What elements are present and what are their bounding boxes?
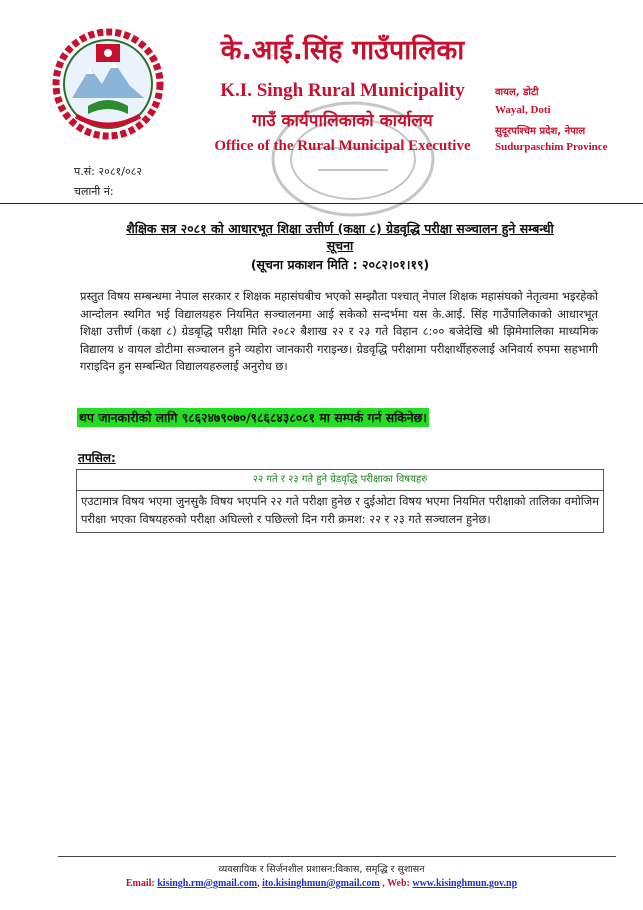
address-line-en: Wayal, Doti (495, 104, 551, 116)
dispatch-number: चलानी नं: (74, 185, 114, 198)
nepal-emblem-icon (50, 28, 166, 140)
email-link-1[interactable]: kisingh.rm@gmail.com (157, 878, 258, 889)
office-title-en: Office of the Rural Municipal Executive (214, 138, 471, 154)
email-link-2[interactable]: ito.kisinghmun@gmail.com (262, 878, 380, 889)
letter-number: प.सं: २०८१/०८२ (74, 165, 143, 178)
address-line-np: वायल, डोटी (495, 87, 539, 98)
footer-divider (58, 856, 616, 857)
municipality-title-np: के.आई.सिंह गाउँपालिका (220, 35, 465, 66)
province-line-np: सुदूरपश्चिम प्रदेश, नेपाल (495, 126, 586, 137)
footer-slogan: व्यवसायिक र सिर्जनशील प्रशासन:विकास, समृद्धि र सुशासन (218, 864, 425, 875)
footer-contact (0, 878, 643, 889)
web-link[interactable]: www.kisinghmun.gov.np (412, 878, 518, 889)
details-heading: तपसिल: (78, 451, 116, 465)
web-label: , Web: (382, 878, 410, 889)
municipality-title-en: K.I. Singh Rural Municipality (220, 80, 465, 101)
notice-date: (सूचना प्रकाशन मिति : २०८२।०१।१९) (250, 257, 430, 272)
notice-body: प्रस्तुत विषय सम्बन्धमा नेपाल सरकार र शिक्षक महासंघबीच भएको सम्झौता पश्चात् नेपाल शिक्षक महासंघको नेतृत्वमा भइरहेको आन्दोलन स्थगित भई विद्यालयहरु नियमित सञ्चालनमा आई सकेको सन्दर्भमा यस के.आई. सिंह गाउँपालिकाको आधारभूत शिक्षा उत्तीर्ण (कक्षा ८) ग्रेडबृद्धि परीक्षा मिति २०८२ बैशाख २२ र २३ गते विहान ८:०० बजेदेखि श्री झिमेमालिका माध्यमिक विद्यालय ४ वायल डोटीमा सञ्चालन हुने व्यहोरा जानकारी गराइन्छ। ग्रेडवृद्धि परीक्षामा परीक्षार्थीहरुलाई अनिवार्य रुपमा सहभागी गराइदिन हुन सम्बन्धित विद्यालयहरुलाई अनुरोध छ। (80, 289, 598, 373)
office-title-np: गाउँ कार्यपालिकाको कार्यालय (252, 111, 433, 131)
email-separator: , (257, 878, 260, 889)
details-table-header: २२ गते र २३ गते हुने ग्रेडवृद्धि परीक्षाका विषयहरु (77, 470, 603, 491)
province-line-en: Sudurpaschim Province (495, 141, 608, 153)
notice-title (80, 220, 600, 254)
email-label: Email: (125, 878, 155, 889)
details-table (76, 469, 604, 533)
details-table-body: एउटामात्र विषय भएमा जुनसुकै विषय भएपनि २२ गते परीक्षा हुनेछ र दुईओटा विषय भएमा नियमित परीक्षाको तालिका वमोजिम परीक्षा भएका विषयहरुको परीक्षा अघिल्लो र पछिल्लो दिन गरी क्रमश: २२ र २३ गते सञ्चालन हुनेछ। (81, 494, 599, 526)
header-divider (0, 203, 643, 204)
notice-title-line1: शैक्षिक सत्र २०८१ को आधारभूत शिक्षा उत्तीर्ण (कक्षा ८) ग्रेडवृद्धि परीक्षा सञ्चालन हुने सम्बन्धी (126, 221, 554, 236)
notice-title-line2: सूचना (326, 238, 354, 253)
contact-highlight: थप जानकारीको लागि ९८६२४७९०७०/९८६८४३८०८१ मा सम्पर्क गर्न सकिनेछ। (79, 410, 428, 425)
